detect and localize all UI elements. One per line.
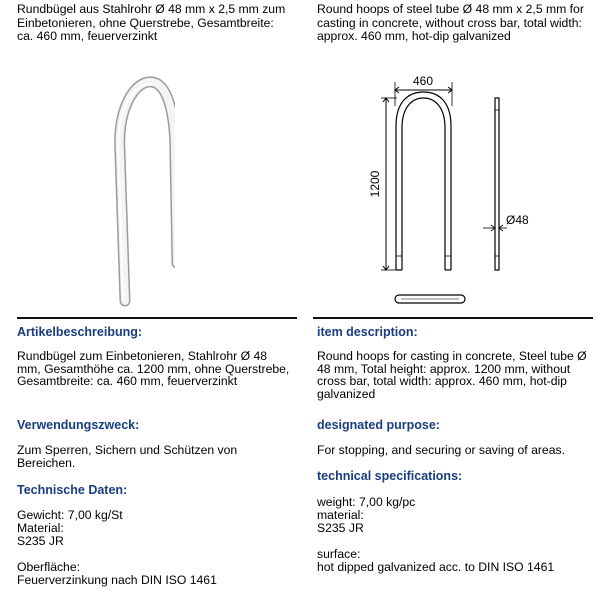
article-text-de: Rundbügel zum Einbetonieren, Stahlrohr Ø 48 mm, Gesamthöhe ca. 1200 mm, ohne Querstrebe, Gesamtbreite: ca. 460 mm, feuerverzinkt bbox=[17, 349, 290, 388]
purpose-text-en: For stopping, and securing or saving of areas. bbox=[317, 443, 565, 457]
intro-text-en: Round hoops of steel tube Ø 48 mm x 2,5 mm for casting in concrete, without cross bar, total width: approx. 460 mm, hot-dip galvanized bbox=[317, 2, 584, 43]
material-label-de: Material: bbox=[17, 521, 64, 535]
purpose-heading-de: Verwendungszweck: bbox=[17, 418, 140, 432]
material-value-en: S235 JR bbox=[317, 521, 364, 535]
intro-text-de: Rundbügel aus Stahlrohr Ø 48 mm x 2,5 mm zum Einbetonieren, ohne Querstrebe, Gesamtbreite: ca. 460 mm, feuerverzinkt bbox=[17, 2, 286, 43]
tech-heading-de: Technische Daten: bbox=[17, 483, 128, 497]
weight-en: weight: 7,00 kg/pc bbox=[317, 495, 416, 509]
diameter-label: Ø48 bbox=[506, 213, 529, 227]
weight-de: Gewicht: 7,00 kg/St bbox=[17, 508, 123, 522]
article-heading-de: Artikelbeschreibung: bbox=[17, 325, 143, 339]
technical-drawing bbox=[355, 58, 555, 313]
item-heading-en: item description: bbox=[317, 325, 418, 339]
material-value-de: S235 JR bbox=[17, 534, 64, 548]
height-label: 1200 bbox=[368, 170, 382, 198]
section-divider-left bbox=[17, 317, 297, 319]
section-divider-right bbox=[313, 317, 593, 319]
material-label-en: material: bbox=[317, 508, 364, 522]
product-photo bbox=[95, 58, 175, 313]
round-hoop-illustration bbox=[95, 58, 175, 313]
surface-value-de: Feuerverzinkung nach DIN ISO 1461 bbox=[17, 573, 217, 587]
hoop-dimension-drawing bbox=[355, 58, 555, 313]
surface-label-de: Oberfläche: bbox=[17, 560, 81, 574]
width-label: 460 bbox=[412, 74, 434, 88]
item-text-en: Round hoops for casting in concrete, Steel tube Ø 48 mm, Total height: approx. 1200 mm, without cross bar, total width: approx. 460 mm, hot-dip galvanized bbox=[317, 349, 587, 401]
purpose-text-de: Zum Sperren, Sichern und Schützen von Bereichen. bbox=[17, 443, 238, 470]
surface-value-en: hot dipped galvanized acc. to DIN ISO 1461 bbox=[317, 560, 555, 574]
surface-label-en: surface: bbox=[317, 547, 361, 561]
tech-heading-en: technical specifications: bbox=[317, 469, 463, 483]
purpose-heading-en: designated purpose: bbox=[317, 418, 440, 432]
